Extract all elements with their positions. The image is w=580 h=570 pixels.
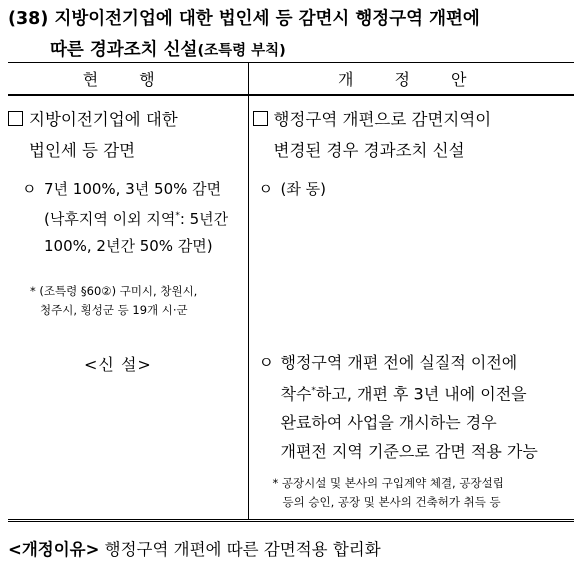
revision-reason-label: <개정이유> [8,540,100,559]
checkbox-square-icon [8,111,23,126]
revised-transition-line-2a: 착수 [280,384,312,404]
circle-bullet-icon: ㅇ [258,180,273,198]
footnote-marker: * [311,386,316,396]
revised-cell [248,95,574,521]
footnote-star: * [30,284,36,298]
current-circle-line-2a: (낙후지역 이외 지역 [44,210,176,228]
footnote-marker: * [175,211,180,221]
column-header-current: 현 행 [8,63,248,96]
revised-transition-line-4: 개편전 지역 기준으로 감면 적용 가능 [280,442,538,462]
current-note-line-2: 청주시, 횡성군 등 19개 시·군 [40,303,188,317]
current-circle-line-2 [22,203,228,233]
table-body-row [8,95,574,521]
current-circle-line-1: 7년 100%, 3년 50% 감면 [44,180,222,198]
revised-note-line-2: 등의 승인, 공장 및 본사의 건축허가 취득 등 [282,495,501,509]
comparison-table [8,62,574,522]
revised-transition-line-2 [259,377,575,408]
current-box-line-2: 법인세 등 감면 [29,141,136,160]
revised-same-text: (좌 동) [280,180,326,198]
heading-title-part: 따른 경과조치 신설 [50,40,198,60]
column-header-revised: 개 정 안 [248,63,574,96]
revised-same-item [259,176,326,203]
current-note-line-1: (조특령 §60②) 구미시, 창원시, [39,284,198,298]
revised-box-line-2: 변경된 경우 경과조치 신설 [273,141,465,160]
revision-reason-text: 행정구역 개편에 따른 감면적용 합리화 [104,540,381,559]
circle-bullet-icon: ㅇ [22,180,37,198]
current-circle-item [22,176,228,260]
circle-bullet-icon: ㅇ [258,353,274,372]
current-box-line-1: 지방이전기업에 대한 [29,110,178,129]
current-circle-line-3: 100%, 2년간 50% 감면) [44,237,213,255]
revised-transition-line-1: 행정구역 개편 전에 실질적 이전에 [280,353,518,372]
revision-reason [8,536,381,560]
current-footnote [30,282,197,320]
new-provision-label: <신 설> [84,355,152,374]
section-heading [8,4,578,67]
revised-transition-line-3: 완료하여 사업을 개시하는 경우 [280,413,497,433]
table-header-row [8,63,574,96]
current-box-item [8,104,178,166]
current-cell [8,95,248,521]
revised-box-item [253,104,492,166]
heading-line-1: (38) 지방이전기업에 대한 법인세 등 감면시 행정구역 개편에 [8,9,480,29]
revised-note-line-1: 공장시설 및 본사의 구입계약 체결, 공장설립 [281,476,504,490]
revised-box-line-1: 행정구역 개편으로 감면지역이 [273,110,492,129]
revised-transition-line-2b: 하고, 개편 후 3년 내에 이전을 [315,384,527,404]
heading-reference: (조특령 부칙) [197,43,286,59]
revised-footnote [273,474,504,512]
checkbox-square-icon [253,111,268,126]
revised-transition-item [259,348,575,466]
footnote-star: * [272,476,279,490]
current-circle-line-2b: : 5년간 [179,210,229,228]
